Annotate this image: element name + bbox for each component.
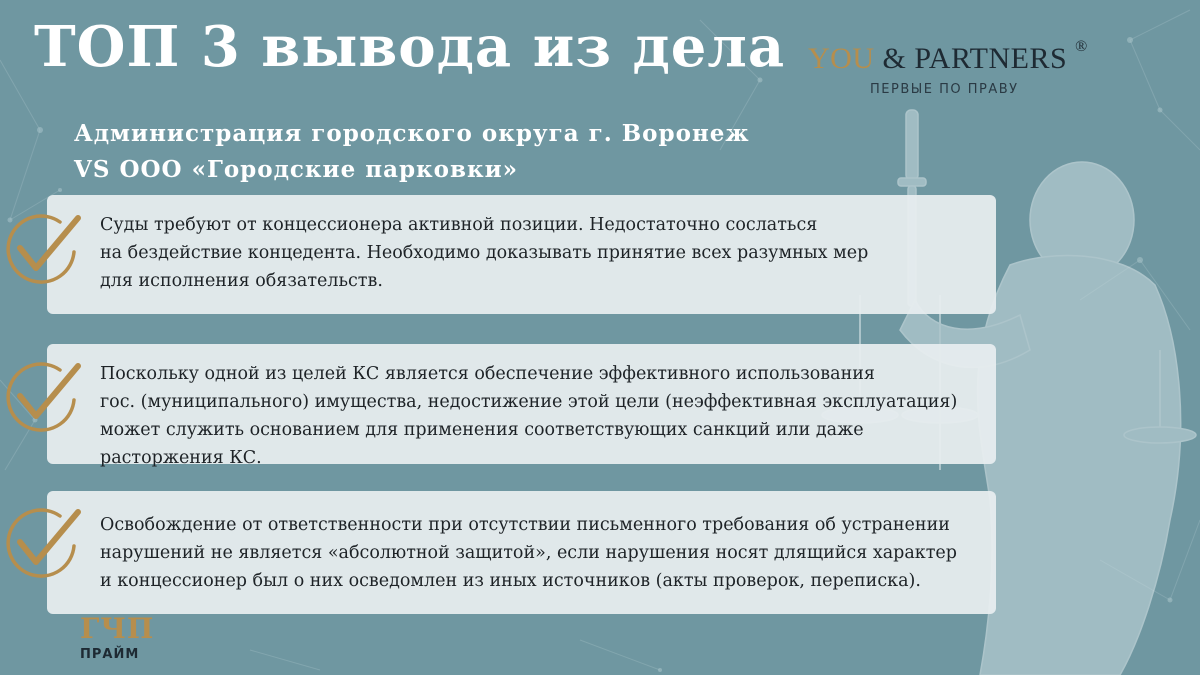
conclusion-card-3: [47, 491, 996, 614]
logo-you: YOU: [808, 42, 875, 75]
gchp-logo-sub: ПРАЙМ: [80, 647, 140, 662]
conclusion-text-1: Суды требуют от концессионера активной позиции. Недостаточно сослаться на бездействие концедента. Необходимо доказывать принятие всех разумных мер для исполнения обязательств.: [100, 215, 869, 291]
check-circle-icon: [2, 502, 84, 584]
slide-title: ТОП 3 вывода из дела: [34, 14, 786, 80]
logo-tagline: ПЕРВЫЕ ПО ПРАВУ: [870, 82, 1019, 97]
case-party-1: Администрация городского округа г. Воронеж: [74, 120, 750, 147]
conclusion-text-3: Освобождение от ответственности при отсутствии письменного требования об устранении нарушений не является «абсолютной защитой», если нарушения носят длящийся характер и концессионер был о них осведомлен из иных источников (акты проверок, переписка).: [100, 515, 957, 591]
logo-partners: PARTNERS: [914, 42, 1068, 75]
gchp-logo: ГЧП: [80, 612, 155, 645]
conclusion-card-1: [47, 195, 996, 314]
check-circle-icon: [2, 356, 84, 438]
case-subtitle: [74, 116, 750, 188]
conclusion-text-2: Поскольку одной из целей КС является обеспечение эффективного использования гос. (муниципального) имущества, недостижение этой цели (неэффективная эксплуатация) может служить основанием для применения соответствующих санкций или даже расторжения КС.: [100, 364, 958, 468]
registered-mark: ®: [1075, 38, 1088, 55]
case-party-2: VS ООО «Городские парковки»: [74, 156, 519, 183]
check-circle-icon: [2, 208, 84, 290]
conclusion-card-2: [47, 344, 996, 468]
logo-wordmark: [808, 38, 1118, 76]
you-and-partners-logo: [808, 38, 1118, 97]
logo-ampersand: &: [882, 42, 907, 75]
